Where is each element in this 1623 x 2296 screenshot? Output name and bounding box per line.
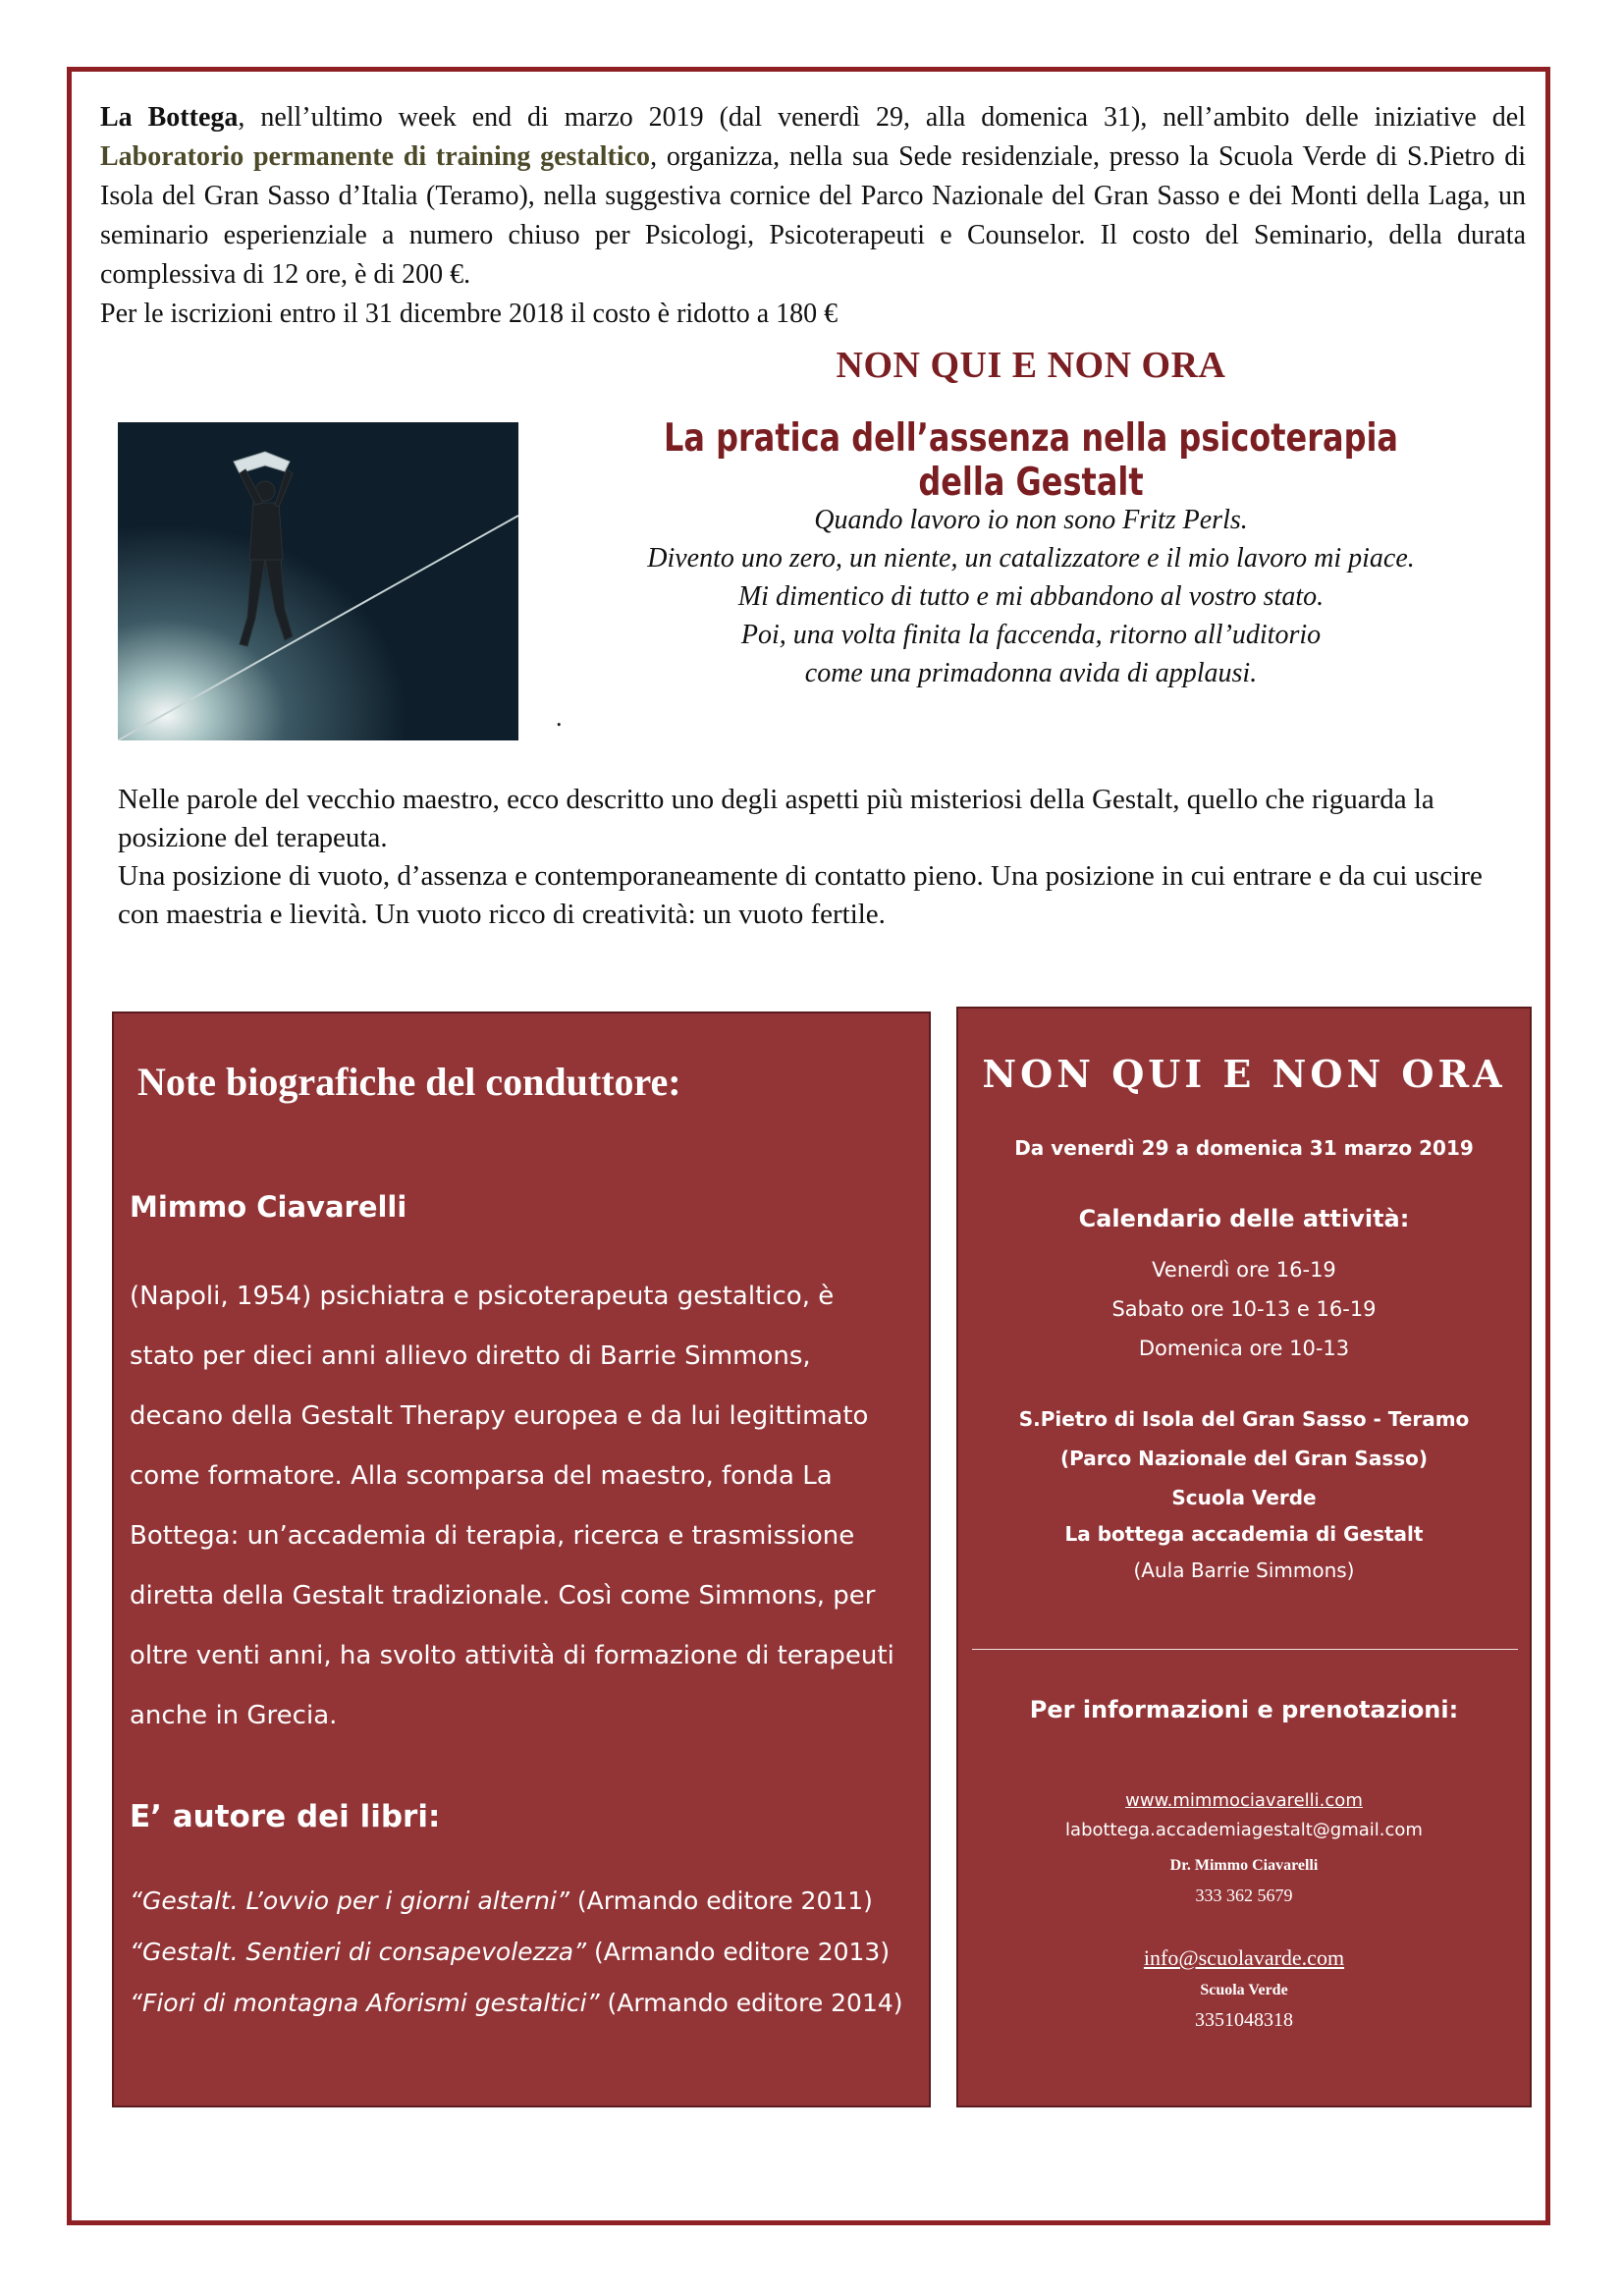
book-item: “Gestalt. L’ovvio per i giorni alterni” (Armando editore 2011) bbox=[130, 1886, 873, 1915]
info-box bbox=[956, 1007, 1532, 2107]
bio-box bbox=[112, 1011, 931, 2107]
calendar-heading: Calendario delle attività: bbox=[1078, 1205, 1410, 1232]
perls-quote: Quando lavoro io non sono Fritz Perls. Divento uno zero, un niente, un catalizzatore e il mio lavoro mi piace. Mi dimentico di tutto e mi abbandono al vostro stato. Poi, una volta finita la faccenda, ritorno all’uditorio come una primadonna avida di applausi. bbox=[647, 505, 1415, 688]
book-item: “Gestalt. Sentieri di consapevolezza” (Armando editore 2013) bbox=[130, 1938, 891, 1966]
books-list bbox=[130, 1876, 915, 2029]
web-contacts bbox=[958, 1786, 1530, 1845]
email-link[interactable]: labottega.accademiagestalt@gmail.com bbox=[1065, 1820, 1423, 1840]
intro-paragraph: La Bottega, nell’ultimo week end di marzo 2019 (dal venerdì 29, alla domenica 31), nell’ambito delle iniziative del Laboratorio permanente di training gestaltico, organizza, nella sua Sede residenziale, presso la Scuola Verde di S.Pietro di Isola del Gran Sasso d’Italia (Teramo), nella suggestiva cornice del Parco Nazionale del Gran Sasso e dei Monti della Laga, un seminario esperienziale a numero chiuso per Psicologi, Psicoterapeuti e Counselor. Il costo del Seminario, della durata complessiva di 12 ore, è di 200 €. Per le iscrizioni entro il 31 dicembre 2018 il costo è ridotto a 180 € bbox=[100, 102, 1526, 329]
venue: S.Pietro di Isola del Gran Sasso - Teramo (Parco Nazionale del Gran Sasso) Scuola Verde La bottega accademia di Gestalt (Aula Barrie Simmons) bbox=[1018, 1407, 1470, 1582]
doctor-contact: Dr. Mimmo Ciavarelli 333 362 5679 bbox=[1169, 1857, 1319, 1905]
divider bbox=[972, 1649, 1518, 1650]
books-heading: E’ autore dei libri: bbox=[130, 1799, 441, 1834]
event-dates: Da venerdì 29 a domenica 31 marzo 2019 bbox=[1014, 1136, 1474, 1160]
contacts-heading: Per informazioni e prenotazioni: bbox=[1029, 1696, 1459, 1723]
book-item: “Fiori di montagna Aforismi gestaltici” (Armando editore 2014) bbox=[130, 1989, 903, 2017]
seminar-subtitle: La pratica dell’assenza nella psicoterapia della Gestalt bbox=[663, 416, 1399, 505]
description-paragraph: Nelle parole del vecchio maestro, ecco descritto uno degli aspetti più misteriosi della Gestalt, quello che riguarda la posizione del terapeuta. Una posizione di vuoto, d’assenza e contemporaneamente di contatto pieno. Una posizione in cui entrare e da cui uscire con maestria e lievità. Un vuoto ricco di creatività: un vuoto fertile. bbox=[118, 784, 1483, 930]
conductor-name: Mimmo Ciavarelli bbox=[130, 1190, 407, 1224]
seminar-title: NON QUI E NON ORA bbox=[836, 345, 1226, 386]
tightrope-walker-photo bbox=[118, 422, 518, 740]
school-email-link[interactable]: info@scuolavarde.com bbox=[1143, 1945, 1345, 1970]
school-contact: info@scuolavarde.com Scuola Verde 3351048318 bbox=[958, 1943, 1530, 2035]
website-link[interactable]: www.mimmociavarelli.com bbox=[1125, 1790, 1363, 1811]
lab-name: Laboratorio permanente di training gestaltico bbox=[100, 141, 651, 172]
bio-heading: Note biografiche del conduttore: bbox=[137, 1060, 681, 1104]
calendar-list: Venerdì ore 16-19 Sabato ore 10-13 e 16-19 Domenica ore 10-13 bbox=[1111, 1258, 1377, 1360]
org-name: La Bottega bbox=[100, 102, 239, 133]
stray-dot: . bbox=[556, 703, 563, 732]
info-title: NON QUI E NON ORA bbox=[982, 1052, 1506, 1096]
bio-text: (Napoli, 1954) psichiatra e psicoterapeuta gestaltico, è stato per dieci anni allievo diretto di Barrie Simmons, decano della Gestalt Therapy europea e da lui legittimato come formatore. Alla scomparsa del maestro, fonda La Bottega: un’accademia di terapia, ricerca e trasmissione diretta della Gestalt tradizionale. Così come Simmons, per oltre venti anni, ha svolto attività di formazione di terapeuti anche in Grecia. bbox=[130, 1282, 894, 1730]
